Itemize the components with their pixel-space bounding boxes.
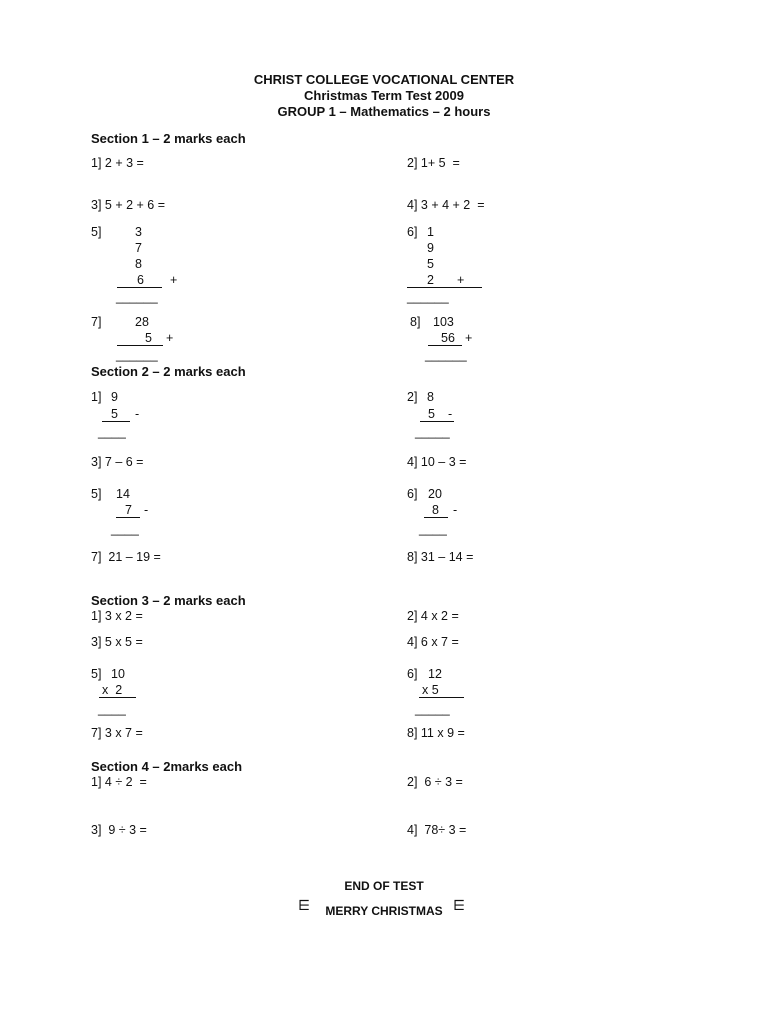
operand: x 2 — [102, 683, 123, 697]
s3-question-1: 1] 3 x 2 = — [91, 609, 143, 623]
question-number: 7] — [91, 315, 102, 329]
result-line: _____ — [415, 425, 450, 439]
question-number: 6] — [407, 225, 418, 239]
question-number: 5] — [91, 667, 102, 681]
result-line: ______ — [425, 348, 467, 362]
question-number: 5] — [91, 225, 102, 239]
s1-question-1: 1] 2 + 3 = — [91, 156, 144, 170]
end-of-test: END OF TEST — [344, 879, 424, 893]
s3-question-7: 7] 3 x 7 = — [91, 726, 143, 740]
operator: + — [465, 331, 473, 345]
result-line: _____ — [415, 702, 450, 716]
operand: 5 — [427, 257, 434, 271]
s4-question-2: 2] 6 ÷ 3 = — [407, 775, 463, 789]
s3-question-2: 2] 4 x 2 = — [407, 609, 459, 623]
question-number: 5] — [91, 487, 102, 501]
operator: + — [170, 273, 178, 287]
operand: x 5 — [422, 683, 439, 697]
operand: 56 — [441, 331, 455, 345]
result-line: ____ — [98, 425, 126, 439]
s2-question-7: 7] 21 – 19 = — [91, 550, 161, 564]
section-1-title: Section 1 – 2 marks each — [91, 131, 246, 146]
result-line: ______ — [116, 348, 158, 362]
operand: 28 — [135, 315, 149, 329]
merry-christmas: MERRY CHRISTMAS — [325, 904, 443, 918]
operand: 7 — [125, 503, 132, 517]
operand: 20 — [428, 487, 442, 501]
operand: 8 — [135, 257, 142, 271]
s1-question-4: 4] 3 + 4 + 2 = — [407, 198, 485, 212]
section-4-title: Section 4 – 2marks each — [91, 759, 243, 774]
s4-question-4: 4] 78÷ 3 = — [407, 823, 467, 837]
s3-question-8: 8] 11 x 9 = — [407, 726, 465, 740]
operand: 9 — [427, 241, 434, 255]
s3-question-4: 4] 6 x 7 = — [407, 635, 459, 649]
answer-line — [407, 274, 482, 288]
section-2-title: Section 2 – 2 marks each — [91, 364, 246, 379]
operator: - — [453, 503, 458, 517]
operator: + — [166, 331, 174, 345]
operand: 2 — [427, 273, 434, 287]
operand: 14 — [116, 487, 130, 501]
operator: + — [457, 273, 465, 287]
result-line: ____ — [419, 522, 447, 536]
operand: 103 — [433, 315, 454, 329]
question-number: 8] — [410, 315, 421, 329]
s2-question-8: 8] 31 – 14 = — [407, 550, 474, 564]
operand: 1 — [427, 225, 434, 239]
operator: - — [144, 503, 149, 517]
answer-line — [117, 332, 163, 346]
decoration-left-icon: ⋿ — [298, 897, 311, 913]
result-line: ______ — [116, 290, 158, 304]
question-number: 6] — [407, 667, 418, 681]
operand: 10 — [111, 667, 125, 681]
operand: 5 — [145, 331, 152, 345]
s4-question-3: 3] 9 ÷ 3 = — [91, 823, 147, 837]
s2-question-3: 3] 7 – 6 = — [91, 455, 144, 469]
operator: - — [448, 407, 453, 421]
operator: - — [135, 407, 140, 421]
question-number: 1] — [91, 390, 102, 404]
operand: 9 — [111, 390, 118, 404]
result-line: ____ — [98, 702, 126, 716]
question-number: 6] — [407, 487, 418, 501]
school-name: CHRIST COLLEGE VOCATIONAL CENTER — [253, 72, 515, 87]
operand: 8 — [427, 390, 434, 404]
operand: 5 — [428, 407, 435, 421]
result-line: ______ — [407, 290, 449, 304]
operand: 3 — [135, 225, 142, 239]
operand: 8 — [432, 503, 439, 517]
operand: 6 — [137, 273, 144, 287]
section-3-title: Section 3 – 2 marks each — [91, 593, 246, 608]
operand: 7 — [135, 241, 142, 255]
result-line: ____ — [111, 522, 139, 536]
decoration-right-icon: ⋿ — [453, 897, 466, 913]
operand: 12 — [428, 667, 442, 681]
question-number: 2] — [407, 390, 418, 404]
s1-question-3: 3] 5 + 2 + 6 = — [91, 198, 166, 212]
group-subject: GROUP 1 – Mathematics – 2 hours — [277, 104, 491, 119]
operand: 5 — [111, 407, 118, 421]
test-title: Christmas Term Test 2009 — [304, 88, 464, 103]
s1-question-2: 2] 1+ 5 = — [407, 156, 460, 170]
s4-question-1: 1] 4 ÷ 2 = — [91, 775, 147, 789]
s3-question-3: 3] 5 x 5 = — [91, 635, 143, 649]
s2-question-4: 4] 10 – 3 = — [407, 455, 467, 469]
